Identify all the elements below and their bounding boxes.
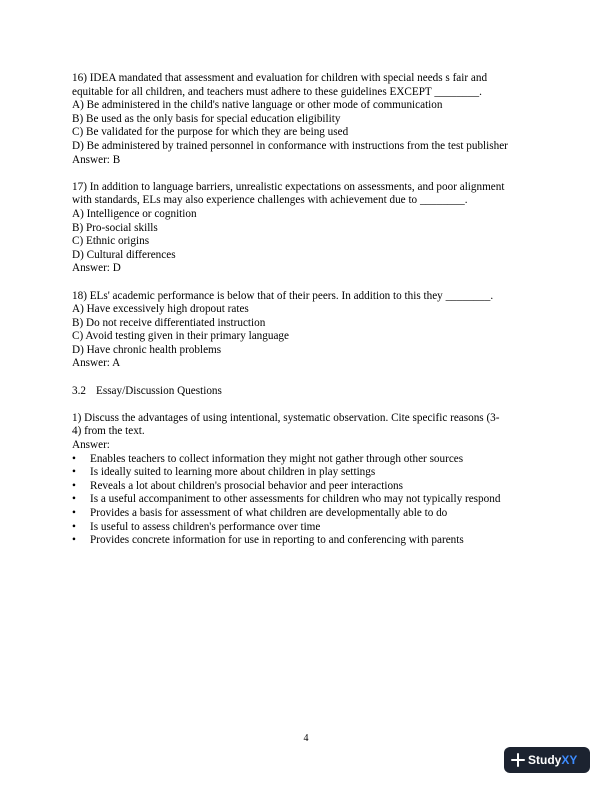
answer-option: B) Do not receive differentiated instruction xyxy=(72,316,266,329)
list-item xyxy=(72,521,544,535)
list-item-text: Is useful to assess children's performance over time xyxy=(90,520,321,533)
bullet-icon: • xyxy=(72,493,76,506)
question-text-line: 17) In addition to language barriers, unrealistic expectations on assessments, and poor alignment xyxy=(72,180,505,193)
question-text-line: 1) Discuss the advantages of using intentional, systematic observation. Cite specific reasons (3- xyxy=(72,411,500,424)
bullet-icon: • xyxy=(72,466,76,479)
bullet-icon: • xyxy=(72,452,76,465)
answer-option: D) Be administered by trained personnel in conformance with instructions from the test publisher xyxy=(72,139,508,152)
list-item-text: Provides concrete information for use in reporting to and conferencing with parents xyxy=(90,534,464,547)
page-number: 4 xyxy=(303,733,309,744)
question-18 xyxy=(72,290,544,372)
answer-option: A) Intelligence or cognition xyxy=(72,207,197,220)
list-item xyxy=(72,534,544,548)
bullet-icon: • xyxy=(72,534,76,547)
answer-option: C) Ethnic origins xyxy=(72,235,150,248)
answer-option: C) Be validated for the purpose for which they are being used xyxy=(72,126,349,139)
list-item xyxy=(72,480,544,494)
bullet-icon: • xyxy=(72,520,76,533)
studyxy-badge[interactable] xyxy=(504,747,590,773)
question-text-line: 4) from the text. xyxy=(72,425,145,438)
list-item-text: Reveals a lot about children's prosocial behavior and peer interactions xyxy=(90,479,403,492)
bullet-icon: • xyxy=(72,507,76,519)
question-text-line: 18) ELs' academic performance is below that of their peers. In addition to this they ________. xyxy=(72,289,494,302)
list-item-text: Provides a basis for assessment of what children are developmentally able to do xyxy=(90,507,448,519)
list-item-text: Enables teachers to collect information they might not gather through other sources xyxy=(90,452,464,465)
plus-icon xyxy=(511,753,525,767)
answer-key: Answer: B xyxy=(72,153,121,166)
question-text-line: with standards, ELs may also experience challenges with achievement due to ________. xyxy=(72,194,468,207)
list-item xyxy=(72,493,544,507)
badge-brand: Study xyxy=(528,753,562,767)
badge-brand-suffix: XY xyxy=(561,753,578,767)
list-item-text: Is a useful accompaniment to other assessments for children who may not typically respond xyxy=(90,493,501,506)
list-item xyxy=(72,507,544,521)
answer-option: C) Avoid testing given in their primary language xyxy=(72,330,289,343)
answer-option: A) Have excessively high dropout rates xyxy=(72,303,249,316)
question-text-line: equitable for all children, and teachers must adhere to these guidelines EXCEPT ________. xyxy=(72,85,482,98)
answer-bullet-list xyxy=(72,453,544,548)
section-title: Essay/Discussion Questions xyxy=(96,384,222,397)
list-item xyxy=(72,466,544,480)
answer-option: D) Have chronic health problems xyxy=(72,343,222,356)
answer-option: D) Cultural differences xyxy=(72,248,176,261)
answer-option: B) Be used as the only basis for special education eligibility xyxy=(72,112,341,125)
answer-label: Answer: xyxy=(72,439,110,452)
list-item xyxy=(72,453,544,467)
bullet-icon: • xyxy=(72,479,76,492)
answer-key: Answer: D xyxy=(72,262,121,275)
question-text-line: 16) IDEA mandated that assessment and evaluation for children with special needs s fair and xyxy=(72,72,488,84)
question-17 xyxy=(72,181,544,276)
section-number: 3.2 xyxy=(72,384,86,397)
question-16 xyxy=(72,72,544,167)
section-heading xyxy=(72,385,544,399)
document-page xyxy=(72,72,544,548)
answer-option: B) Pro-social skills xyxy=(72,221,158,234)
list-item-text: Is ideally suited to learning more about children in play settings xyxy=(90,466,376,479)
answer-option: A) Be administered in the child's native language or other mode of communication xyxy=(72,99,443,112)
answer-key: Answer: A xyxy=(72,357,121,370)
essay-question-1 xyxy=(72,412,544,548)
